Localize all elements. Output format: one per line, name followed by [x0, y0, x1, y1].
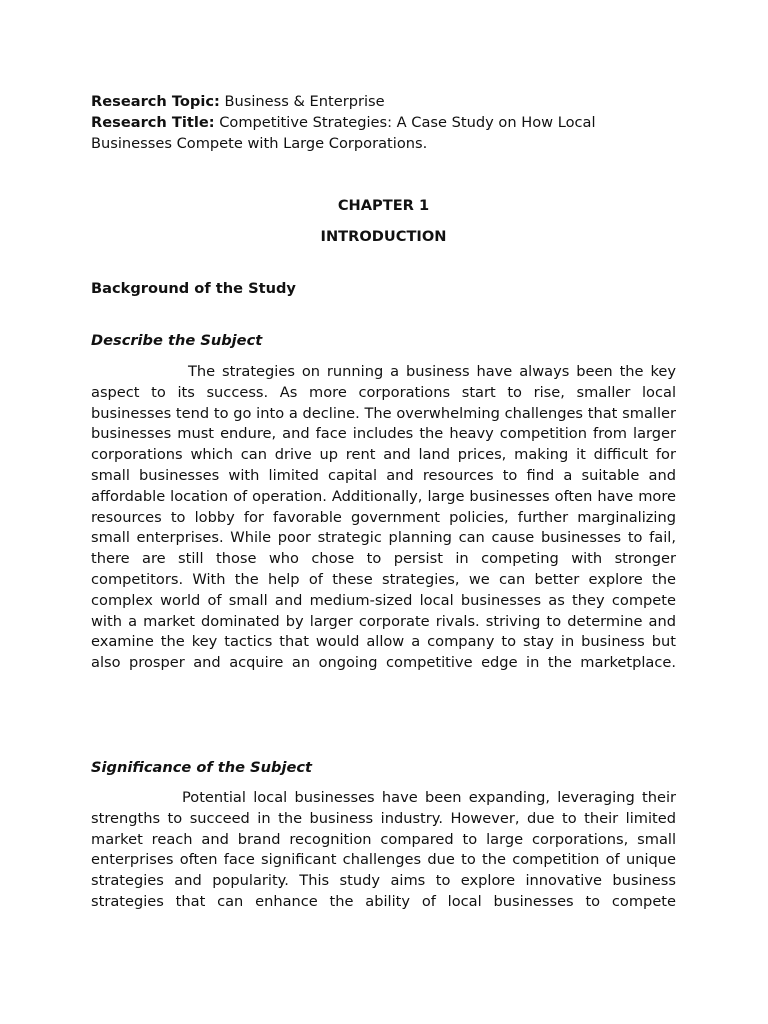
research-topic-label: Research Topic:: [91, 93, 220, 110]
research-title-value: Competitive Strategies: A Case Study on How Local Businesses Compete with Large Corporations.: [91, 114, 596, 152]
research-meta: [91, 91, 676, 154]
research-topic-value: Business & Enterprise: [224, 93, 385, 110]
significance-heading: Significance of the Subject: [91, 759, 313, 776]
chapter-number: CHAPTER 1: [337, 197, 430, 214]
research-title-label: Research Title:: [91, 114, 215, 131]
chapter-title: INTRODUCTION: [320, 228, 447, 245]
describe-subject-heading: Describe the Subject: [91, 332, 263, 349]
background-heading: Background of the Study: [91, 280, 296, 297]
research-title-line: [91, 112, 676, 154]
research-topic-line: [91, 91, 676, 112]
describe-subject-paragraph: The strategies on running a business have always been the key aspect to its success. As more corporations start to rise, smaller local businesses tend to go into a decline. The overwhelming challenges that smaller businesses must endure, and face includes the heavy competition from larger corporations which can drive up rent and land prices, making it difficult for small businesses with limited capital and resources to find a suitable and affordable location of operation. Additionally, large businesses often have more resources to lobby for favorable government policies, further marginalizing small enterprises. While poor strategic planning can cause businesses to fail, there are still those who chose to persist in competing with stronger competitors. With the help of these strategies, we can better explore the complex world of small and medium-sized local businesses as they compete with a market dominated by larger corporate rivals. striving to determine and examine the key tactics that would allow a company to stay in business but also prosper and acquire an ongoing competitive edge in the marketplace.: [91, 363, 676, 672]
significance-paragraph: Potential local businesses have been expanding, leveraging their strengths to succeed in the business industry. However, due to their limited market reach and brand recognition compared to large corporations, small enterprises often face significant challenges due to the competition of unique strategies and popularity. This study aims to explore innovative business strategies that can enhance the ability of local businesses to compete: [91, 789, 676, 910]
